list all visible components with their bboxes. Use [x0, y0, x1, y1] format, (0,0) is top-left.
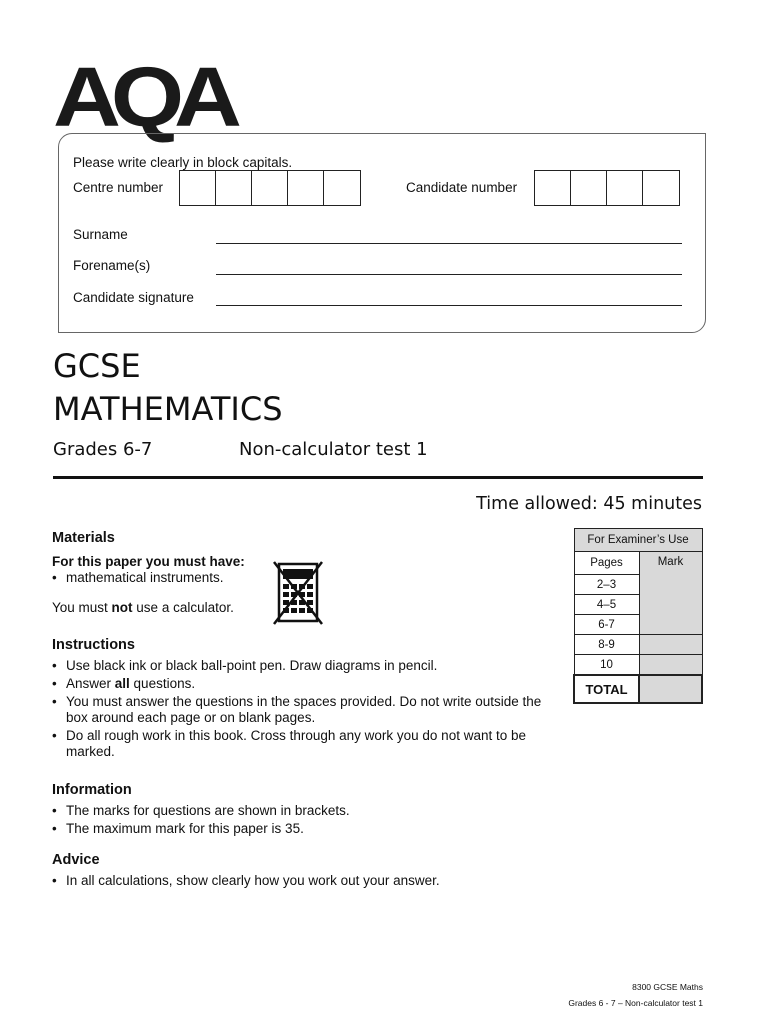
- candidate-digit-box[interactable]: [643, 171, 679, 205]
- footer-test-name: Grades 6 - 7 – Non-calculator test 1: [568, 998, 703, 1008]
- signature-line[interactable]: [216, 305, 682, 306]
- pages-column-header: Pages: [574, 552, 639, 575]
- mark-column-header: Mark: [639, 552, 702, 635]
- total-label: TOTAL: [574, 675, 639, 703]
- table-row-pages: 4–5: [574, 595, 639, 615]
- aqa-logo: AQA: [53, 50, 232, 144]
- table-row-pages: 8-9: [574, 635, 639, 655]
- centre-digit-box[interactable]: [324, 171, 360, 205]
- instructions-list: [52, 658, 542, 762]
- advice-heading: Advice: [52, 852, 100, 868]
- candidate-details-box: [58, 133, 706, 333]
- candidate-digit-box[interactable]: [571, 171, 607, 205]
- list-item: • You must answer the questions in the spaces provided. Do not write outside the box around each page or on blank pages.: [52, 694, 542, 726]
- list-item: • In all calculations, show clearly how you work out your answer.: [52, 873, 542, 889]
- list-item: • Answer all questions.: [52, 676, 542, 692]
- grades-label: Grades 6-7: [53, 439, 153, 460]
- centre-digit-box[interactable]: [180, 171, 216, 205]
- title-mathematics: MATHEMATICS: [53, 390, 283, 428]
- forename-line[interactable]: [216, 274, 682, 275]
- title-rule: [53, 476, 703, 479]
- centre-digit-box[interactable]: [216, 171, 252, 205]
- candidate-digit-box[interactable]: [535, 171, 571, 205]
- centre-digit-box[interactable]: [288, 171, 324, 205]
- materials-heading: Materials: [52, 530, 115, 546]
- list-item: • Use black ink or black ball-point pen. Draw diagrams in pencil.: [52, 658, 542, 674]
- title-gcse: GCSE: [53, 347, 141, 385]
- candidate-digit-box[interactable]: [607, 171, 643, 205]
- total-mark-cell: [639, 675, 702, 703]
- time-allowed: Time allowed: 45 minutes: [476, 494, 702, 514]
- list-item: • Do all rough work in this book. Cross through any work you do not want to be marked.: [52, 728, 542, 760]
- block-capitals-instruction: Please write clearly in block capitals.: [73, 155, 293, 170]
- list-item: • mathematical instruments.: [52, 570, 542, 586]
- surname-label: Surname: [73, 227, 128, 242]
- instructions-heading: Instructions: [52, 637, 135, 653]
- table-row-pages: 2–3: [574, 575, 639, 595]
- test-name: Non-calculator test 1: [239, 439, 428, 460]
- table-row-pages: 6-7: [574, 615, 639, 635]
- forename-label: Forename(s): [73, 258, 151, 273]
- table-row-pages: 10: [574, 655, 639, 676]
- centre-number-label: Centre number: [73, 180, 164, 195]
- information-heading: Information: [52, 782, 132, 798]
- mark-cell: [639, 655, 702, 676]
- candidate-number-label: Candidate number: [406, 180, 518, 195]
- mark-cell: [639, 635, 702, 655]
- surname-line[interactable]: [216, 243, 682, 244]
- calculator-rule: You must not use a calculator.: [52, 600, 234, 615]
- list-item: • The marks for questions are shown in brackets.: [52, 803, 542, 819]
- advice-list: [52, 873, 542, 891]
- list-item: • The maximum mark for this paper is 35.: [52, 821, 542, 837]
- examiner-table-title: For Examiner’s Use: [574, 529, 702, 552]
- signature-label: Candidate signature: [73, 290, 194, 305]
- information-list: [52, 803, 542, 839]
- centre-number-field[interactable]: [179, 170, 361, 206]
- must-have-label: For this paper you must have:: [52, 554, 245, 569]
- centre-digit-box[interactable]: [252, 171, 288, 205]
- candidate-number-field[interactable]: [534, 170, 680, 206]
- footer-paper-code: 8300 GCSE Maths: [632, 982, 703, 992]
- examiner-use-table: [573, 528, 703, 704]
- no-calculator-icon: [271, 560, 325, 626]
